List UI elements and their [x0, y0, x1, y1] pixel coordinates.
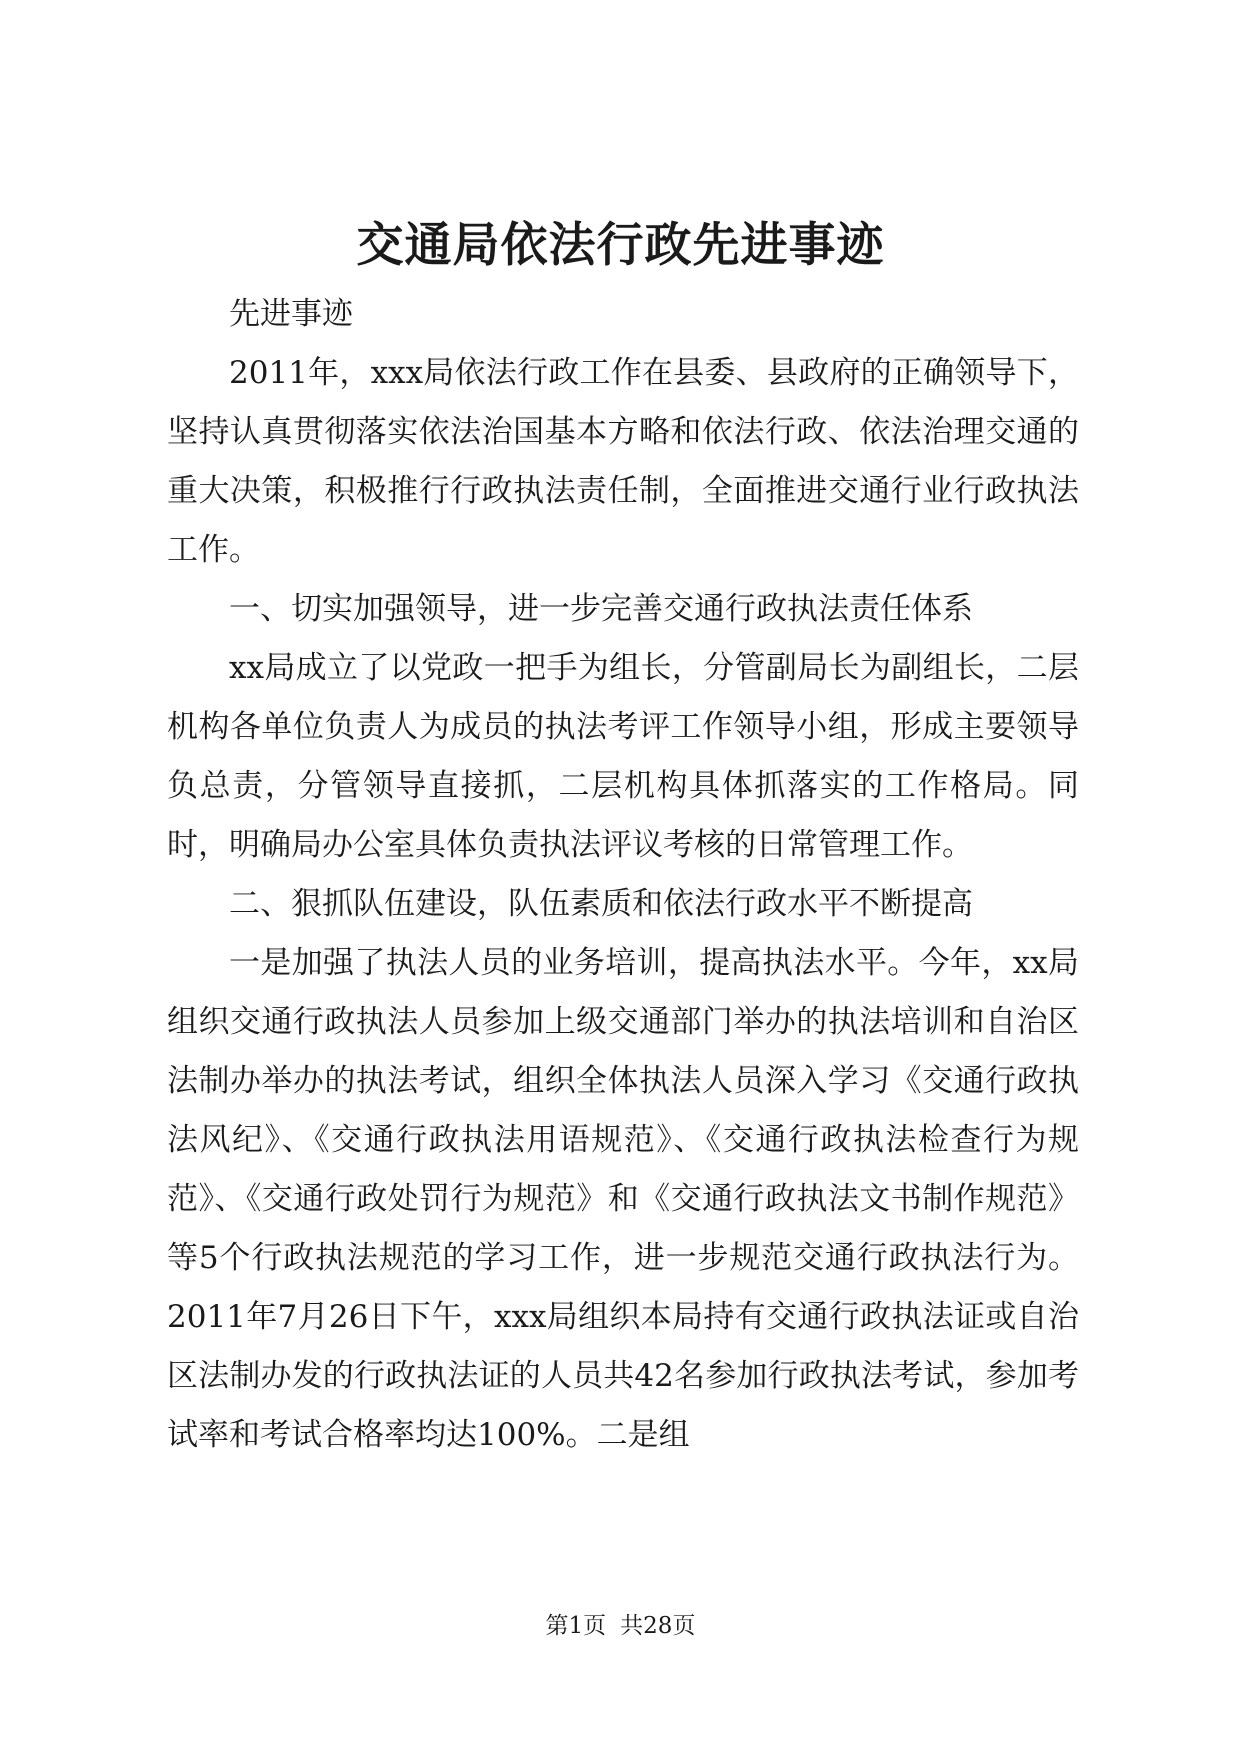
page-footer — [0, 1610, 1241, 1642]
section-label: 先进事迹 — [229, 296, 353, 332]
heading-two: 二、狠抓队伍建设，队伍素质和依法行政水平不断提高 — [229, 886, 973, 922]
paragraph-leadership: xx局成立了以党政一把手为组长，分管副局长为副组长，二层机构各单位负责人为成员的执法考评工作领导小组，形成主要领导负总责，分管领导直接抓，二层机构具体抓落实的工作格局。同时，明确局办公室具体负责执法评议考核的日常管理工作。 — [167, 650, 1079, 863]
page-number: 第1页 — [545, 1613, 607, 1639]
intro-paragraph: 2011年，xxx局依法行政工作在县委、县政府的正确领导下，坚持认真贯彻落实依法治国基本方略和依法行政、依法治理交通的重大决策，积极推行行政执法责任制，全面推进交通行业行政执法工作。 — [167, 355, 1079, 568]
document-body — [167, 285, 1079, 1465]
page-total: 共28页 — [620, 1613, 696, 1639]
heading-one: 一、切实加强领导，进一步完善交通行政执法责任体系 — [229, 591, 973, 627]
document-title: 交通局依法行政先进事迹 — [356, 218, 885, 273]
paragraph-training: 一是加强了执法人员的业务培训，提高执法水平。今年，xx局组织交通行政执法人员参加上级交通部门举办的执法培训和自治区法制办举办的执法考试，组织全体执法人员深入学习《交通行政执法风纪》、《交通行政执法用语规范》、《交通行政执法检查行为规范》、《交通行政处罚行为规范》和《交通行政执法文书制作规范》等5个行政执法规范的学习工作，进一步规范交通行政执法行为。2011年7月26日下午，xxx局组织本局持有交通行政执法证或自治区法制办发的行政执法证的人员共42名参加行政执法考试，参加考试率和考试合格率均达100%。二是组 — [167, 945, 1079, 1453]
